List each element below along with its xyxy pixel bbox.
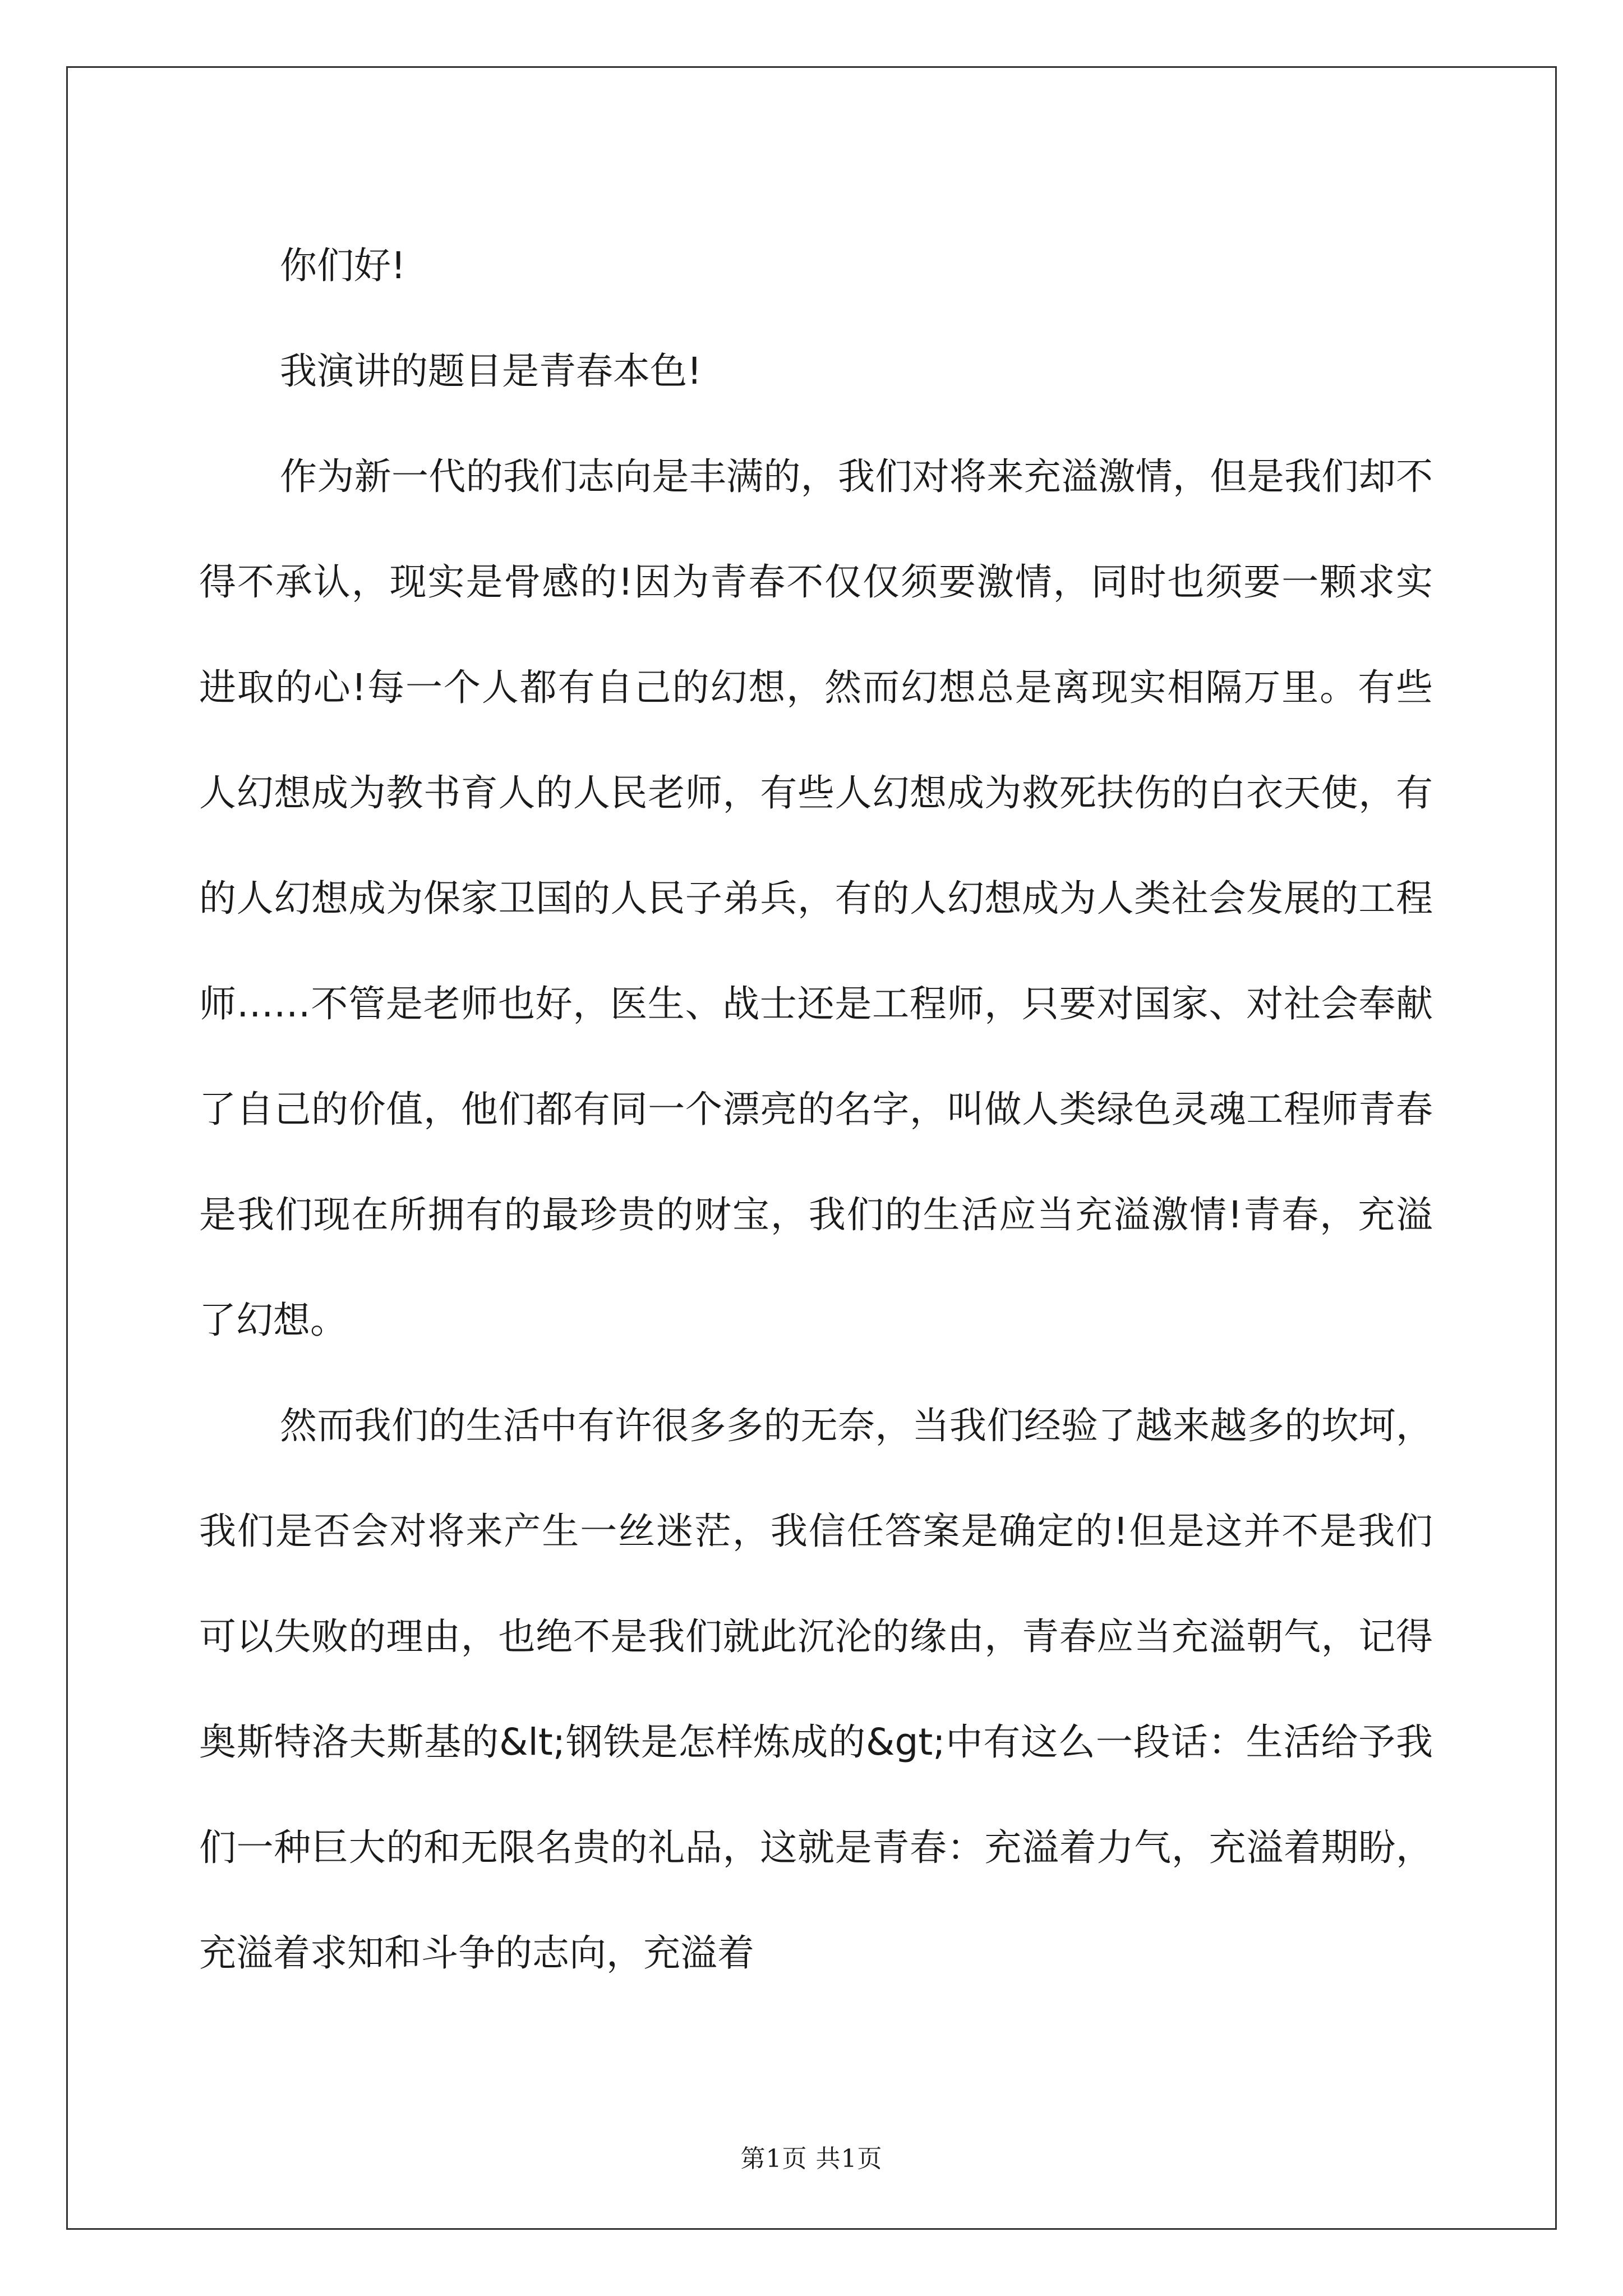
body-paragraph-dreams: 作为新一代的我们志向是丰满的，我们对将来充溢激情，但是我们却不得不承认，现实是骨感的!因为青春不仅仅须要激情，同时也须要一颗求实进取的心!每一个人都有自己的幻想，然而幻想总是离现实相隔万里。有些人幻想成为教书育人的人民老师，有些人幻想成为救死扶伤的白衣天使，有的人幻想成为保家卫国的人民子弟兵，有的人幻想成为人类社会发展的工程师……不管是老师也好，医生、战士还是工程师，只要对国家、对社会奉献了自己的价值，他们都有同一个漂亮的名字，叫做人类绿色灵魂工程师青春是我们现在所拥有的最珍贵的财宝，我们的生活应当充溢激情!青春，充溢了幻想。: [199, 455, 1433, 1342]
body-paragraph-hardships: 然而我们的生活中有许很多多的无奈，当我们经验了越来越多的坎坷，我们是否会对将来产生一丝迷茫，我信任答案是确定的!但是这并不是我们可以失败的理由，也绝不是我们就此沉沦的缘由，青春应当充溢朝气，记得奥斯特洛夫斯基的&lt;钢铁是怎样炼成的&gt;中有这么一段话：生活给予我们一种巨大的和无限名贵的礼品，这就是青春：充溢着力气，充溢着期盼，充溢着求知和斗争的志向，充溢着: [199, 1404, 1433, 1975]
page-number-footer: 第1页 共1页: [740, 2145, 883, 2173]
document-body: [199, 213, 1433, 2006]
greeting-paragraph: 你们好!: [280, 244, 406, 287]
topic-paragraph: 我演讲的题目是青春本色!: [280, 349, 702, 393]
